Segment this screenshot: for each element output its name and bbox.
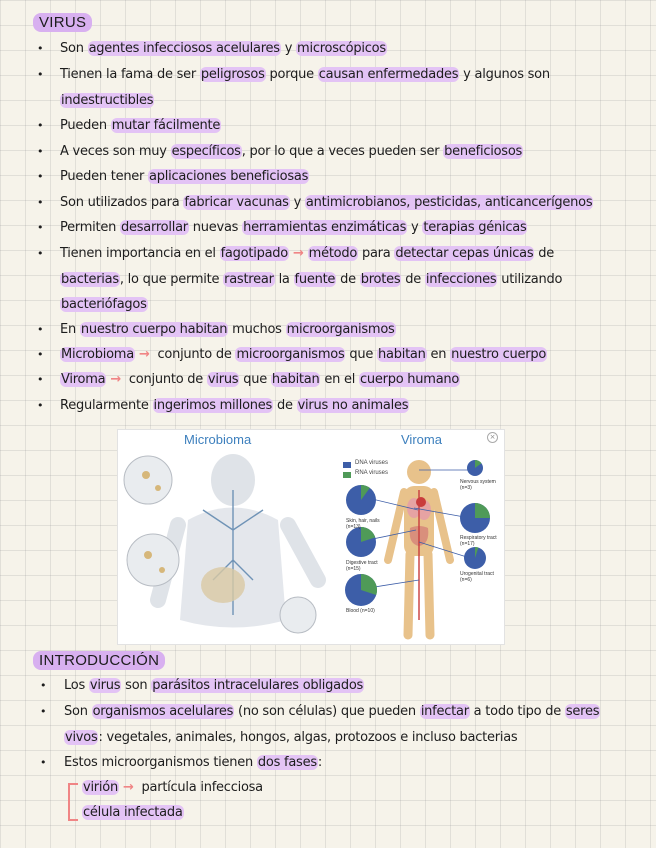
- text-segment: nuevas: [188, 220, 243, 235]
- figure-legend: [343, 462, 351, 478]
- text-segment: Permiten: [60, 220, 120, 235]
- figure-left-title: Microbioma: [184, 432, 252, 447]
- arrow-right-icon: →: [138, 347, 150, 362]
- text-segment: que: [345, 347, 377, 362]
- arrow-right-icon: →: [293, 246, 304, 261]
- text-segment: y: [289, 195, 305, 210]
- highlighted-term: causan enfermedades: [318, 67, 459, 82]
- bullet-icon: •: [37, 68, 44, 81]
- highlighted-term: seres: [565, 704, 600, 719]
- text-segment: Pueden: [60, 118, 111, 133]
- bullet-line: [60, 67, 550, 82]
- text-segment: Pueden tener: [60, 169, 149, 184]
- bullet-line: [60, 169, 309, 184]
- bullet-line: [60, 272, 562, 287]
- bullet-icon: •: [37, 145, 44, 158]
- bullet-line: [60, 118, 221, 133]
- text-segment: y algunos son: [459, 67, 550, 82]
- bullet-icon: •: [37, 42, 44, 55]
- legend-label: RNA viruses: [355, 470, 389, 476]
- highlighted-term: virus: [89, 678, 121, 693]
- highlighted-term: microscópicos: [297, 41, 386, 56]
- text-segment: A veces son muy: [60, 144, 171, 159]
- text-segment: son: [121, 678, 152, 693]
- text-segment: de: [273, 398, 297, 413]
- arrow-right-icon: →: [122, 780, 134, 795]
- highlighted-term: virus no animales: [297, 398, 409, 413]
- highlighted-term: infectar: [420, 704, 469, 719]
- bullet-icon: •: [37, 323, 44, 336]
- highlighted-term: desarrollar: [120, 220, 188, 235]
- bullet-icon: •: [37, 247, 44, 260]
- text-segment: En: [60, 322, 80, 337]
- text-segment: que: [239, 372, 271, 387]
- phase-item: [82, 780, 263, 795]
- highlighted-term: vivos: [65, 730, 98, 745]
- highlighted-term: terapias génicas: [423, 220, 527, 235]
- pie-rna-slice: [475, 503, 490, 518]
- bullet-icon: •: [37, 221, 44, 234]
- highlighted-term: fuente: [294, 272, 336, 287]
- text-segment: Son: [64, 704, 92, 719]
- bullet-line: [60, 41, 387, 56]
- highlighted-term: cuerpo humano: [359, 372, 460, 387]
- bullet-line: [64, 704, 600, 719]
- highlighted-term: método: [308, 246, 358, 261]
- highlighted-term: mutar fácilmente: [111, 118, 221, 133]
- bullet-icon: •: [37, 348, 44, 361]
- text-segment: y: [280, 41, 297, 56]
- highlighted-term: habitan: [271, 372, 320, 387]
- text-segment: Son: [60, 41, 88, 56]
- highlighted-term: fagotipado: [220, 246, 288, 261]
- highlighted-term: indestructibles: [61, 93, 154, 108]
- section-title-introduccion: INTRODUCCIÓN: [33, 651, 165, 670]
- bullet-line: [60, 297, 148, 312]
- bullet-line: [60, 246, 554, 261]
- bullet-line: [60, 93, 154, 108]
- text-segment: , lo que permite: [119, 272, 224, 287]
- site-label: Blood (n=10): [346, 608, 375, 614]
- text-segment: : vegetales, animales, hongos, algas, protozoos e incluso bacterias: [98, 730, 518, 745]
- legend-label: DNA viruses: [355, 460, 389, 466]
- text-segment: partícula infecciosa: [137, 780, 263, 795]
- text-segment: , por lo que a veces pueden ser: [241, 144, 444, 159]
- bullet-icon: •: [40, 756, 47, 769]
- text-segment: Los: [64, 678, 89, 693]
- section-title-virus: VIRUS: [33, 13, 92, 32]
- text-segment: a todo tipo de: [469, 704, 565, 719]
- highlighted-term: bacterias: [61, 272, 119, 287]
- text-segment: de: [401, 272, 425, 287]
- site-label: Skin, hair, nails (n=13): [346, 518, 380, 530]
- phase-item: [82, 805, 184, 820]
- highlighted-term: virus: [207, 372, 239, 387]
- text-segment: conjunto de: [153, 347, 236, 362]
- bullet-line: [60, 144, 523, 159]
- text-segment: Tienen la fama de ser: [60, 67, 200, 82]
- close-icon[interactable]: ×: [487, 432, 498, 443]
- highlighted-term: herramientas enzimáticas: [243, 220, 407, 235]
- highlighted-term: célula infectada: [83, 805, 183, 820]
- bullet-icon: •: [37, 170, 44, 183]
- highlighted-term: habitan: [378, 347, 426, 362]
- highlighted-term: parásitos intracelulares obligados: [152, 678, 364, 693]
- text-segment: :: [317, 755, 322, 770]
- highlighted-term: Microbioma: [61, 347, 134, 362]
- bullet-icon: •: [37, 373, 44, 386]
- site-label: Nervous system (n=3): [460, 479, 496, 491]
- highlighted-term: nuestro cuerpo habitan: [80, 322, 228, 337]
- highlighted-term: aplicaciones beneficiosas: [149, 169, 309, 184]
- bullet-line: [60, 372, 460, 387]
- highlighted-term: fabricar vacunas: [184, 195, 289, 210]
- text-segment: en el: [320, 372, 359, 387]
- arrow-right-icon: →: [110, 372, 122, 387]
- text-segment: utilizando: [497, 272, 563, 287]
- text-segment: la: [274, 272, 294, 287]
- phases-bracket: [68, 783, 78, 821]
- text-segment: para: [358, 246, 395, 261]
- site-label: Respiratory tract (n=17): [460, 535, 497, 547]
- highlighted-term: infecciones: [425, 272, 497, 287]
- text-segment: Tienen importancia en el: [60, 246, 220, 261]
- highlighted-term: Viroma: [61, 372, 106, 387]
- figure-illustration: [118, 430, 504, 644]
- highlighted-term: organismos acelulares: [92, 704, 234, 719]
- figure-right-title: Viroma: [401, 432, 442, 447]
- bullet-icon: •: [37, 196, 44, 209]
- bullet-line: [64, 755, 322, 770]
- bullet-icon: •: [40, 705, 47, 718]
- highlighted-term: dos fases: [257, 755, 317, 770]
- bullet-line: [60, 398, 409, 413]
- bullet-line: [64, 730, 517, 745]
- highlighted-term: ingerimos millones: [153, 398, 273, 413]
- text-segment: (no son células) que pueden: [234, 704, 420, 719]
- text-segment: porque: [265, 67, 318, 82]
- highlighted-term: brotes: [360, 272, 401, 287]
- text-segment: muchos: [228, 322, 286, 337]
- highlighted-term: peligrosos: [200, 67, 265, 82]
- bullet-line: [60, 347, 547, 362]
- microbioma-body-illustration: [124, 454, 318, 633]
- highlighted-term: específicos: [171, 144, 241, 159]
- highlighted-term: agentes infecciosos acelulares: [88, 41, 280, 56]
- text-segment: conjunto de: [125, 372, 207, 387]
- text-segment: Estos microorganismos tienen: [64, 755, 257, 770]
- highlighted-term: bacteriófagos: [61, 297, 147, 312]
- highlighted-term: virión: [83, 780, 118, 795]
- highlighted-term: beneficiosos: [444, 144, 523, 159]
- microbioma-viroma-figure: [117, 429, 505, 645]
- bullet-icon: •: [37, 399, 44, 412]
- bullet-line: [60, 322, 396, 337]
- bullet-icon: •: [37, 119, 44, 132]
- highlighted-term: microorganismos: [286, 322, 395, 337]
- highlighted-term: rastrear: [224, 272, 274, 287]
- highlighted-term: microorganismos: [236, 347, 345, 362]
- text-segment: Regularmente: [60, 398, 153, 413]
- text-segment: en: [426, 347, 451, 362]
- bullet-line: [60, 195, 593, 210]
- site-label: Urogenital tract (n=6): [460, 571, 494, 583]
- bullet-icon: •: [40, 679, 47, 692]
- site-label: Digestive tract (n=15): [346, 560, 378, 572]
- text-segment: de: [534, 246, 555, 261]
- highlighted-term: detectar cepas únicas: [395, 246, 534, 261]
- text-segment: de: [336, 272, 360, 287]
- text-segment: Son utilizados para: [60, 195, 184, 210]
- highlighted-term: nuestro cuerpo: [451, 347, 547, 362]
- highlighted-term: antimicrobianos, pesticidas, anticancerígenos: [305, 195, 593, 210]
- text-segment: y: [407, 220, 423, 235]
- bullet-line: [60, 220, 527, 235]
- bullet-line: [64, 678, 364, 693]
